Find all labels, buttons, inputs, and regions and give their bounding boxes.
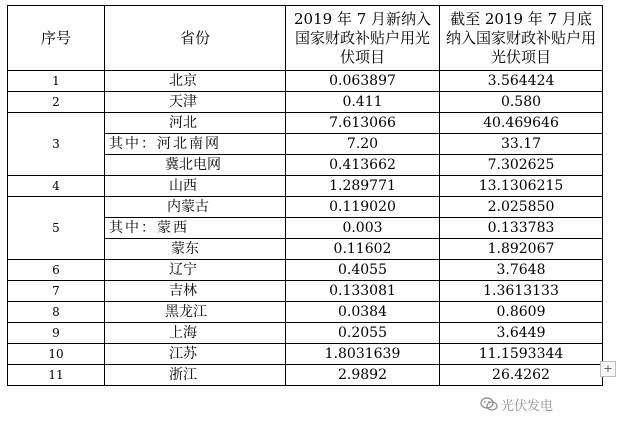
row-july-new: 0.119020: [286, 197, 440, 218]
header-index: 序号: [8, 6, 105, 71]
row-july-new: 1.8031639: [286, 344, 440, 365]
table-row: [8, 71, 603, 92]
header-province: 省份: [105, 6, 286, 71]
row-province: 冀北电网: [105, 155, 286, 176]
row-cumulative: 40.469646: [440, 113, 603, 134]
row-province: 山西: [105, 176, 286, 197]
row-index: 7: [8, 281, 105, 302]
row-july-new: 1.289771: [286, 176, 440, 197]
table-row: [8, 176, 603, 197]
row-cumulative: 3.564424: [440, 71, 603, 92]
header-cumulative: 截至 2019 年 7 月底纳入国家财政补贴户用光伏项目: [440, 6, 603, 71]
row-index: 1: [8, 71, 105, 92]
row-july-new: 0.003: [286, 218, 440, 239]
row-july-new: 0.413662: [286, 155, 440, 176]
watermark: [480, 395, 553, 413]
row-july-new: 7.613066: [286, 113, 440, 134]
row-july-new: 0.4055: [286, 260, 440, 281]
row-july-new: 0.0384: [286, 302, 440, 323]
row-province: 其中：河北南网: [105, 134, 286, 155]
row-index: 4: [8, 176, 105, 197]
row-province: 江苏: [105, 344, 286, 365]
wechat-icon: [480, 397, 498, 412]
row-province: 辽宁: [105, 260, 286, 281]
row-province: 其中：蒙西: [105, 218, 286, 239]
row-cumulative: 3.6449: [440, 323, 603, 344]
header-july-new: 2019 年 7 月新纳入国家财政补贴户用光伏项目: [286, 6, 440, 71]
row-cumulative: 26.4262: [440, 365, 603, 386]
table-row: [8, 113, 603, 134]
row-index: 3: [8, 113, 105, 176]
row-july-new: 0.11602: [286, 239, 440, 260]
row-july-new: 7.20: [286, 134, 440, 155]
row-province: 吉林: [105, 281, 286, 302]
row-cumulative: 2.025850: [440, 197, 603, 218]
row-province: 天津: [105, 92, 286, 113]
table-row: [8, 281, 603, 302]
row-index: 8: [8, 302, 105, 323]
header-row: [8, 6, 603, 71]
row-july-new: 0.063897: [286, 71, 440, 92]
row-index: 10: [8, 344, 105, 365]
row-july-new: 0.2055: [286, 323, 440, 344]
row-cumulative: 33.17: [440, 134, 603, 155]
row-index: 6: [8, 260, 105, 281]
row-province: 浙江: [105, 365, 286, 386]
row-province: 北京: [105, 71, 286, 92]
row-cumulative: 7.302625: [440, 155, 603, 176]
add-button[interactable]: +: [600, 361, 616, 377]
row-province: 上海: [105, 323, 286, 344]
row-index: 9: [8, 323, 105, 344]
row-province: 内蒙古: [105, 197, 286, 218]
row-july-new: 2.9892: [286, 365, 440, 386]
table-row: [8, 344, 603, 365]
row-cumulative: 11.1593344: [440, 344, 603, 365]
table-row: [8, 323, 603, 344]
watermark-text: 光伏发电: [501, 398, 554, 414]
table-row: [8, 260, 603, 281]
row-cumulative: 0.133783: [440, 218, 603, 239]
row-cumulative: 0.580: [440, 92, 603, 113]
row-cumulative: 1.3613133: [440, 281, 603, 302]
table-row: [8, 92, 603, 113]
row-cumulative: 0.8609: [440, 302, 603, 323]
table-row: [8, 197, 603, 218]
row-july-new: 0.133081: [286, 281, 440, 302]
row-index: 2: [8, 92, 105, 113]
row-province: 河北: [105, 113, 286, 134]
subsidy-table: [7, 5, 603, 386]
row-province: 蒙东: [105, 239, 286, 260]
row-july-new: 0.411: [286, 92, 440, 113]
table-row: [8, 365, 603, 386]
table-row: [8, 302, 603, 323]
row-cumulative: 13.1306215: [440, 176, 603, 197]
row-cumulative: 1.892067: [440, 239, 603, 260]
row-index: 5: [8, 197, 105, 260]
row-province: 黑龙江: [105, 302, 286, 323]
row-cumulative: 3.7648: [440, 260, 603, 281]
row-index: 11: [8, 365, 105, 386]
